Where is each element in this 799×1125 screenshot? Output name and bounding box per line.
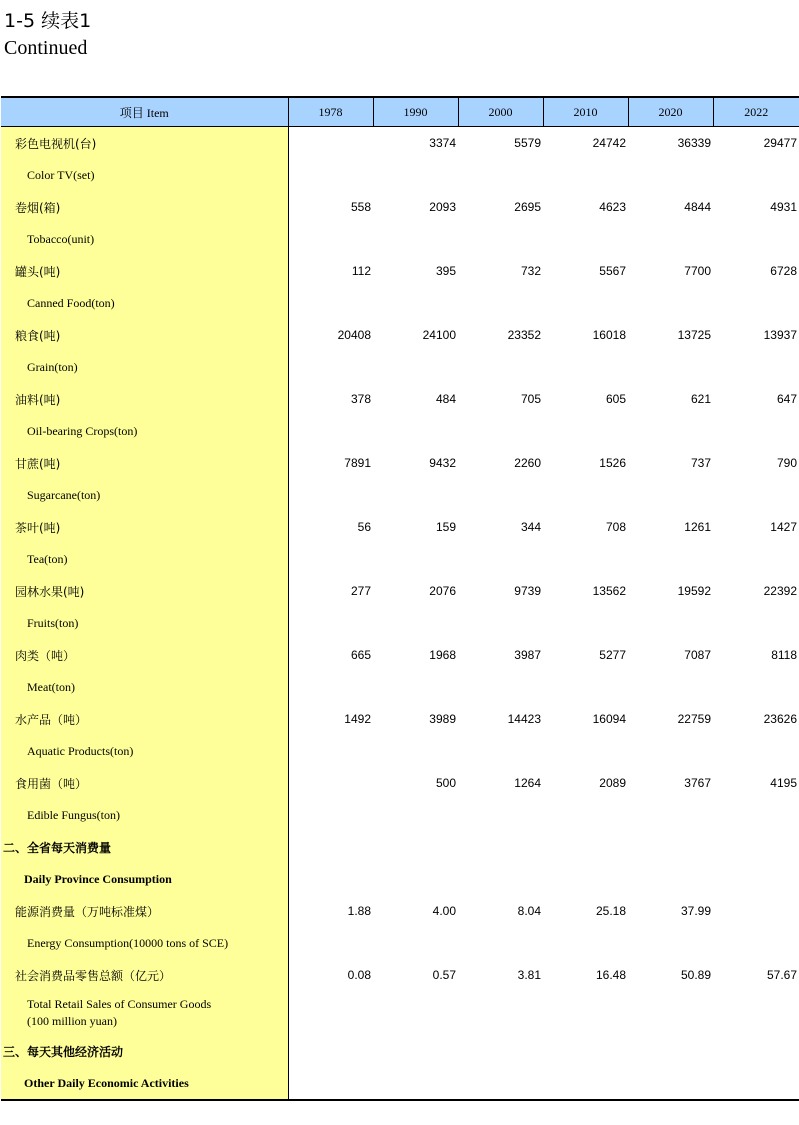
- empty-cell: [628, 1067, 713, 1100]
- row-value: 4.00: [432, 904, 456, 918]
- empty-cell: [713, 831, 799, 863]
- table-row: [1, 799, 799, 831]
- row-label-cn: 罐头(吨): [1, 255, 288, 287]
- row-value: 16.48: [595, 968, 626, 982]
- table-row: [1, 671, 799, 703]
- data-table: [1, 96, 799, 1101]
- row-value: 3989: [429, 712, 456, 726]
- table-row: [1, 639, 799, 671]
- header-year: 1990: [373, 97, 458, 127]
- empty-cell: [628, 799, 713, 831]
- table-row: [1, 415, 799, 447]
- table-row: [1, 351, 799, 383]
- row-value: 1427: [770, 520, 797, 534]
- table-row: [1, 991, 799, 1035]
- empty-cell: [628, 991, 713, 1035]
- empty-cell: [628, 287, 713, 319]
- row-label-en-line: (100 million yuan): [27, 1014, 117, 1028]
- row-value: 23352: [507, 328, 541, 342]
- row-label-en: Color TV(set): [1, 159, 288, 191]
- table-row: [1, 255, 799, 287]
- section-title-cn: 三、每天其他经济活动: [1, 1035, 288, 1067]
- table-row: [1, 159, 799, 191]
- empty-cell: [458, 735, 543, 767]
- row-label-en: Meat(ton): [1, 671, 288, 703]
- table-row: [1, 1035, 799, 1067]
- table-row: [1, 1067, 799, 1100]
- table-row: [1, 511, 799, 543]
- row-label-cn: 能源消费量（万吨标准煤）: [1, 895, 288, 927]
- row-value: 4931: [770, 200, 797, 214]
- row-value: 6728: [770, 264, 797, 278]
- empty-cell: [628, 607, 713, 639]
- row-value: 3374: [429, 136, 456, 150]
- row-value: 19592: [677, 584, 711, 598]
- row-value: 647: [776, 392, 797, 406]
- empty-cell: [543, 543, 628, 575]
- table-row: [1, 575, 799, 607]
- table-row: [1, 383, 799, 415]
- row-label-en: Tea(ton): [1, 543, 288, 575]
- empty-cell: [458, 607, 543, 639]
- table-row: [1, 127, 799, 160]
- row-value: 16094: [592, 712, 626, 726]
- row-label-cn: 甘蔗(吨): [1, 447, 288, 479]
- row-label-en: Canned Food(ton): [1, 287, 288, 319]
- empty-cell: [458, 863, 543, 895]
- empty-cell: [713, 607, 799, 639]
- empty-cell: [628, 543, 713, 575]
- table-title-en: Continued: [4, 37, 88, 59]
- empty-cell: [713, 799, 799, 831]
- empty-cell: [288, 479, 373, 511]
- row-label-cn: 油料(吨): [1, 383, 288, 415]
- row-value: 0.08: [347, 968, 371, 982]
- empty-cell: [458, 287, 543, 319]
- header-year: 2020: [628, 97, 713, 127]
- empty-cell: [628, 415, 713, 447]
- row-label-en: [1, 991, 288, 1035]
- row-value: 1492: [344, 712, 371, 726]
- empty-cell: [373, 159, 458, 191]
- table-row: [1, 479, 799, 511]
- header-row: [1, 97, 799, 127]
- empty-cell: [288, 799, 373, 831]
- row-value: 9739: [514, 584, 541, 598]
- empty-cell: [288, 1067, 373, 1100]
- row-label-cn: 粮食(吨): [1, 319, 288, 351]
- empty-cell: [543, 415, 628, 447]
- empty-cell: [543, 927, 628, 959]
- row-value: 36339: [677, 136, 711, 150]
- row-value: 2089: [599, 776, 626, 790]
- row-label-cn: 彩色电视机(台): [1, 127, 288, 160]
- empty-cell: [373, 799, 458, 831]
- empty-cell: [543, 159, 628, 191]
- row-value: 7700: [684, 264, 711, 278]
- row-value: 4623: [599, 200, 626, 214]
- empty-cell: [628, 479, 713, 511]
- table-row: [1, 895, 799, 927]
- empty-cell: [713, 863, 799, 895]
- empty-cell: [373, 607, 458, 639]
- row-value: 8118: [771, 648, 797, 662]
- row-label-en: Tobacco(unit): [1, 223, 288, 255]
- empty-cell: [713, 543, 799, 575]
- row-value: 13562: [592, 584, 626, 598]
- empty-cell: [458, 671, 543, 703]
- header-year: 2010: [543, 97, 628, 127]
- empty-cell: [713, 415, 799, 447]
- empty-cell: [373, 351, 458, 383]
- row-value: 20408: [337, 328, 371, 342]
- empty-cell: [458, 799, 543, 831]
- row-value: 395: [435, 264, 456, 278]
- empty-cell: [628, 927, 713, 959]
- row-value: 13725: [677, 328, 711, 342]
- empty-cell: [713, 1067, 799, 1100]
- table-row: [1, 287, 799, 319]
- empty-cell: [458, 991, 543, 1035]
- empty-cell: [713, 223, 799, 255]
- row-label-en: Energy Consumption(10000 tons of SCE): [1, 927, 288, 959]
- row-value: 2093: [429, 200, 456, 214]
- empty-cell: [373, 223, 458, 255]
- row-value: 37.99: [680, 904, 711, 918]
- row-value: 790: [776, 456, 797, 470]
- empty-cell: [373, 415, 458, 447]
- empty-cell: [458, 1067, 543, 1100]
- row-value: 24100: [422, 328, 456, 342]
- empty-cell: [373, 479, 458, 511]
- empty-cell: [373, 1067, 458, 1100]
- empty-cell: [543, 1067, 628, 1100]
- row-value: 708: [605, 520, 626, 534]
- empty-cell: [543, 991, 628, 1035]
- row-value: 737: [690, 456, 711, 470]
- row-value: 57.67: [766, 968, 797, 982]
- row-value: 5567: [599, 264, 626, 278]
- row-value: 732: [520, 264, 541, 278]
- row-value: 500: [435, 776, 456, 790]
- empty-cell: [373, 543, 458, 575]
- row-value: 3.81: [517, 968, 541, 982]
- empty-cell: [713, 927, 799, 959]
- row-value: 484: [435, 392, 456, 406]
- section-title-en: Other Daily Economic Activities: [1, 1067, 288, 1100]
- empty-cell: [628, 863, 713, 895]
- row-value: 22392: [763, 584, 797, 598]
- row-label-en: Fruits(ton): [1, 607, 288, 639]
- empty-cell: [543, 479, 628, 511]
- row-value: 8.04: [517, 904, 541, 918]
- empty-cell: [288, 991, 373, 1035]
- row-value: 50.89: [680, 968, 711, 982]
- row-label-cn: 茶叶(吨): [1, 511, 288, 543]
- row-value: [288, 127, 373, 160]
- table-row: [1, 927, 799, 959]
- row-label-cn: 园林水果(吨): [1, 575, 288, 607]
- row-label-en-line: Total Retail Sales of Consumer Goods: [27, 997, 212, 1011]
- empty-cell: [288, 159, 373, 191]
- row-value: 25.18: [595, 904, 626, 918]
- empty-cell: [288, 351, 373, 383]
- empty-cell: [373, 831, 458, 863]
- section-title-cn: 二、全省每天消费量: [1, 831, 288, 863]
- empty-cell: [458, 223, 543, 255]
- empty-cell: [373, 991, 458, 1035]
- table-row: [1, 447, 799, 479]
- row-label-en: Sugarcane(ton): [1, 479, 288, 511]
- row-value: 5579: [514, 136, 541, 150]
- empty-cell: [628, 159, 713, 191]
- header-item: 项目 Item: [1, 97, 288, 127]
- row-value: 22759: [677, 712, 711, 726]
- header-year: 2000: [458, 97, 543, 127]
- row-value: 277: [350, 584, 371, 598]
- table-row: [1, 703, 799, 735]
- empty-cell: [373, 671, 458, 703]
- row-value: 2695: [514, 200, 541, 214]
- row-value: 112: [351, 264, 371, 278]
- row-label-cn: 社会消费品零售总额（亿元）: [1, 959, 288, 991]
- row-label-cn: 肉类（吨）: [1, 639, 288, 671]
- empty-cell: [713, 159, 799, 191]
- empty-cell: [288, 543, 373, 575]
- empty-cell: [288, 607, 373, 639]
- row-value: 3987: [514, 648, 541, 662]
- row-value: 7087: [684, 648, 711, 662]
- empty-cell: [288, 1035, 373, 1067]
- empty-cell: [288, 415, 373, 447]
- empty-cell: [373, 863, 458, 895]
- row-label-en: Oil-bearing Crops(ton): [1, 415, 288, 447]
- table-row: [1, 607, 799, 639]
- row-value: 1526: [599, 456, 626, 470]
- empty-cell: [628, 831, 713, 863]
- row-value: 9432: [429, 456, 456, 470]
- row-value: [713, 895, 799, 927]
- table-row: [1, 735, 799, 767]
- empty-cell: [543, 735, 628, 767]
- empty-cell: [713, 1035, 799, 1067]
- empty-cell: [628, 1035, 713, 1067]
- table-body: [1, 127, 799, 1101]
- row-label-en: Grain(ton): [1, 351, 288, 383]
- empty-cell: [458, 351, 543, 383]
- row-value: 5277: [599, 648, 626, 662]
- row-value: 621: [690, 392, 711, 406]
- empty-cell: [458, 1035, 543, 1067]
- row-value: 159: [435, 520, 456, 534]
- row-value: 3767: [684, 776, 711, 790]
- row-value: 1264: [514, 776, 541, 790]
- row-label-cn: 水产品（吨）: [1, 703, 288, 735]
- table-row: [1, 863, 799, 895]
- empty-cell: [458, 159, 543, 191]
- empty-cell: [543, 351, 628, 383]
- empty-cell: [458, 415, 543, 447]
- row-value: [288, 767, 373, 799]
- empty-cell: [543, 223, 628, 255]
- empty-cell: [543, 831, 628, 863]
- empty-cell: [543, 671, 628, 703]
- row-value: 378: [350, 392, 371, 406]
- empty-cell: [628, 223, 713, 255]
- row-value: 0.57: [432, 968, 456, 982]
- empty-cell: [288, 735, 373, 767]
- row-value: 16018: [592, 328, 626, 342]
- table-row: [1, 223, 799, 255]
- empty-cell: [713, 287, 799, 319]
- row-label-en: Edible Fungus(ton): [1, 799, 288, 831]
- empty-cell: [628, 735, 713, 767]
- row-label-cn: 卷烟(箱): [1, 191, 288, 223]
- section-title-en: Daily Province Consumption: [1, 863, 288, 895]
- row-value: 705: [520, 392, 541, 406]
- empty-cell: [373, 1035, 458, 1067]
- table-title-cn: 1-5 续表1: [4, 10, 92, 32]
- row-value: 665: [350, 648, 371, 662]
- row-value: 29477: [763, 136, 797, 150]
- empty-cell: [543, 863, 628, 895]
- header-year: 2022: [713, 97, 799, 127]
- row-value: 56: [357, 520, 371, 534]
- empty-cell: [373, 735, 458, 767]
- empty-cell: [628, 671, 713, 703]
- row-value: 7891: [344, 456, 371, 470]
- empty-cell: [458, 479, 543, 511]
- row-value: 1261: [684, 520, 711, 534]
- empty-cell: [458, 831, 543, 863]
- empty-cell: [543, 287, 628, 319]
- table-row: [1, 543, 799, 575]
- row-value: 23626: [763, 712, 797, 726]
- empty-cell: [373, 927, 458, 959]
- empty-cell: [458, 543, 543, 575]
- table-row: [1, 319, 799, 351]
- row-value: 1.88: [347, 904, 371, 918]
- empty-cell: [288, 863, 373, 895]
- empty-cell: [713, 479, 799, 511]
- empty-cell: [288, 287, 373, 319]
- empty-cell: [713, 671, 799, 703]
- table-row: [1, 959, 799, 991]
- header-year: 1978: [288, 97, 373, 127]
- table-row: [1, 191, 799, 223]
- table-row: [1, 767, 799, 799]
- row-value: 2076: [429, 584, 456, 598]
- row-value: 24742: [592, 136, 626, 150]
- row-value: 4195: [770, 776, 797, 790]
- empty-cell: [628, 351, 713, 383]
- row-value: 605: [605, 392, 626, 406]
- empty-cell: [288, 927, 373, 959]
- empty-cell: [288, 671, 373, 703]
- row-value: 1968: [429, 648, 456, 662]
- row-value: 344: [520, 520, 541, 534]
- empty-cell: [713, 991, 799, 1035]
- row-value: 558: [350, 200, 371, 214]
- empty-cell: [288, 831, 373, 863]
- row-value: 4844: [684, 200, 711, 214]
- row-label-en: Aquatic Products(ton): [1, 735, 288, 767]
- empty-cell: [373, 287, 458, 319]
- empty-cell: [543, 607, 628, 639]
- row-value: 2260: [514, 456, 541, 470]
- empty-cell: [458, 927, 543, 959]
- row-value: 13937: [763, 328, 797, 342]
- row-value: 14423: [507, 712, 541, 726]
- empty-cell: [713, 735, 799, 767]
- empty-cell: [713, 351, 799, 383]
- empty-cell: [543, 1035, 628, 1067]
- empty-cell: [543, 799, 628, 831]
- table-row: [1, 831, 799, 863]
- empty-cell: [288, 223, 373, 255]
- row-label-cn: 食用菌（吨）: [1, 767, 288, 799]
